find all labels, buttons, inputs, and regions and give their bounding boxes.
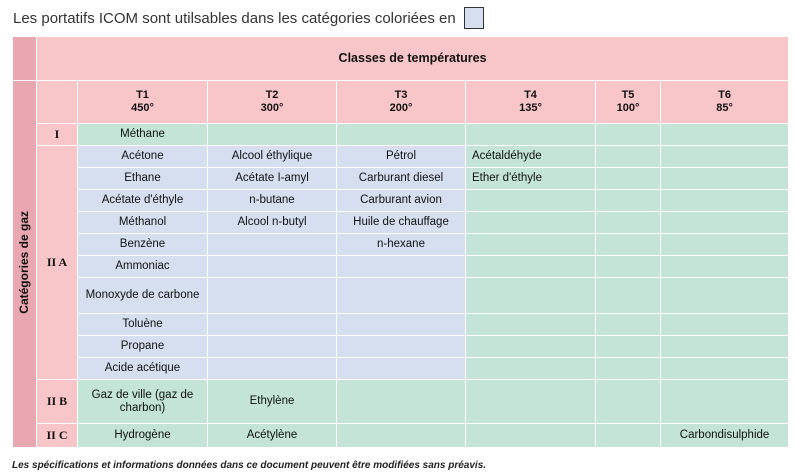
- table-cell: [661, 190, 789, 212]
- table-cell: [661, 256, 789, 278]
- table-cell: n-hexane: [337, 234, 466, 256]
- intro-text: Les portatifs ICOM sont utilsables dans les catégories coloriées en: [13, 9, 456, 27]
- table-cell: [596, 234, 661, 256]
- table-cell: [466, 380, 596, 424]
- table-cell: [208, 124, 337, 146]
- table-cell: Ethane: [78, 168, 208, 190]
- table-cell: [596, 278, 661, 314]
- table-cell: [661, 358, 789, 380]
- table-cell: [208, 278, 337, 314]
- table-cell: [661, 146, 789, 168]
- table-cell: [661, 314, 789, 336]
- table-cell: Pétrol: [337, 146, 466, 168]
- table-cell: [596, 146, 661, 168]
- gas-category-axis: [13, 81, 37, 448]
- table-cell: Carburant avion: [337, 190, 466, 212]
- table-cell: [337, 424, 466, 448]
- table-cell: Acétylène: [208, 424, 337, 448]
- class-header-t1: T1 450°: [78, 81, 208, 124]
- table-cell: [208, 336, 337, 358]
- group-label-iia: II A: [37, 146, 78, 380]
- table-cell: [466, 424, 596, 448]
- table-cell: [466, 278, 596, 314]
- table-cell: [596, 256, 661, 278]
- table-cell: [466, 234, 596, 256]
- table-cell: Ethylène: [208, 380, 337, 424]
- table-cell: Alcool éthylique: [208, 146, 337, 168]
- table-cell: Gaz de ville (gaz de charbon): [78, 380, 208, 424]
- table-cell: [337, 358, 466, 380]
- table-cell: Acétate d'éthyle: [78, 190, 208, 212]
- table-cell: Acétone: [78, 146, 208, 168]
- disclaimer-footer: Les spécifications et informations données dans ce document peuvent être modifiées sans préavis.: [12, 460, 487, 471]
- gas-category-axis-label: Catégories de gaz: [17, 210, 31, 314]
- table-cell: [661, 336, 789, 358]
- table-cell: Carburant diesel: [337, 168, 466, 190]
- class-header-t3: T3 200°: [337, 81, 466, 124]
- group-label-iib: II B: [37, 380, 78, 424]
- table-cell: [596, 124, 661, 146]
- table-cell: [337, 256, 466, 278]
- table-cell: [337, 124, 466, 146]
- table-cell: [596, 314, 661, 336]
- table-cell: Alcool n-butyl: [208, 212, 337, 234]
- group-label-i: I: [37, 124, 78, 146]
- corner-cell: [13, 37, 37, 81]
- table-cell: [208, 256, 337, 278]
- table-cell: Méthanol: [78, 212, 208, 234]
- table-cell: Acétaldéhyde: [466, 146, 596, 168]
- table-cell: [337, 278, 466, 314]
- table-cell: Propane: [78, 336, 208, 358]
- gas-category-table: [12, 36, 789, 448]
- table-cell: [208, 358, 337, 380]
- table-cell: Acétate I-amyl: [208, 168, 337, 190]
- table-cell: [596, 336, 661, 358]
- class-header-t2: T2 300°: [208, 81, 337, 124]
- table-cell: Benzène: [78, 234, 208, 256]
- table-cell: Carbondisulphide: [661, 424, 789, 448]
- table-cell: [596, 380, 661, 424]
- table-cell: n-butane: [208, 190, 337, 212]
- table-cell: Monoxyde de carbone: [78, 278, 208, 314]
- table-cell: Méthane: [78, 124, 208, 146]
- table-cell: [661, 124, 789, 146]
- table-cell: Acide acétique: [78, 358, 208, 380]
- table-cell: [466, 358, 596, 380]
- table-cell: Ammoniac: [78, 256, 208, 278]
- table-cell: Ether d'éthyle: [466, 168, 596, 190]
- table-cell: [466, 190, 596, 212]
- table-cell: [661, 168, 789, 190]
- table-cell: [466, 212, 596, 234]
- table-cell: [466, 314, 596, 336]
- intro-line: [13, 6, 484, 30]
- table-cell: [596, 190, 661, 212]
- class-header-t5: T5 100°: [596, 81, 661, 124]
- table-cell: [466, 336, 596, 358]
- class-header-t4: T4 135°: [466, 81, 596, 124]
- table-cell: [661, 380, 789, 424]
- table-cell: [596, 168, 661, 190]
- group-label-iic: II C: [37, 424, 78, 448]
- class-header-t6: T6 85°: [661, 81, 789, 124]
- table-cell: Toluène: [78, 314, 208, 336]
- header-blank-cell: [37, 81, 78, 124]
- table-cell: [466, 124, 596, 146]
- table-title: Classes de températures: [37, 37, 789, 81]
- table-cell: [661, 234, 789, 256]
- color-legend-swatch: [464, 7, 484, 29]
- table-cell: Huile de chauffage: [337, 212, 466, 234]
- table-cell: [661, 212, 789, 234]
- table-cell: [596, 358, 661, 380]
- table-cell: [208, 234, 337, 256]
- table-cell: [596, 212, 661, 234]
- table-cell: [337, 314, 466, 336]
- table-cell: [208, 314, 337, 336]
- table-cell: [337, 380, 466, 424]
- table-cell: [661, 278, 789, 314]
- table-cell: [466, 256, 596, 278]
- table-cell: Hydrogène: [78, 424, 208, 448]
- table-cell: [596, 424, 661, 448]
- table-cell: [337, 336, 466, 358]
